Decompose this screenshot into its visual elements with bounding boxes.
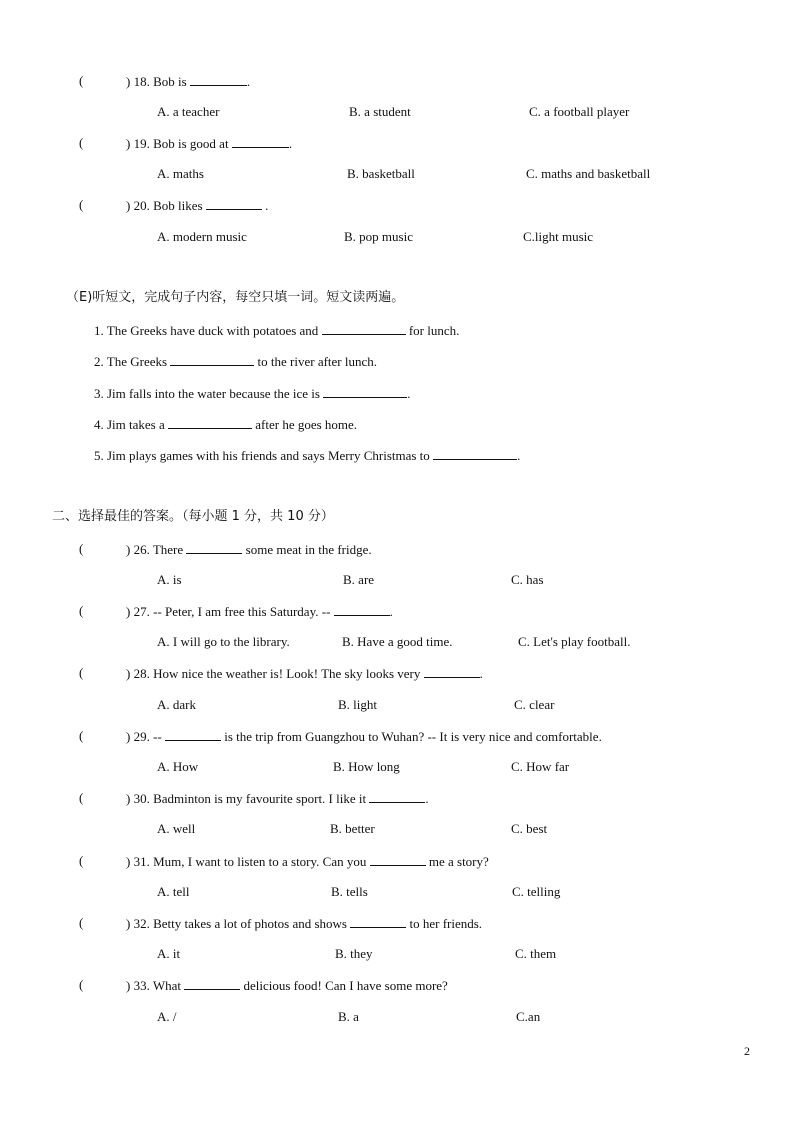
answer-paren: ( xyxy=(79,853,84,868)
option-b: B. a student xyxy=(349,104,411,119)
option-c: C. Let's play football. xyxy=(518,634,631,649)
section-e-item-4: 4. Jim takes a after he goes home. xyxy=(94,417,358,432)
answer-paren: ( xyxy=(79,603,84,618)
answer-blank xyxy=(322,322,406,335)
option-b: B. they xyxy=(335,946,373,961)
answer-paren: ( xyxy=(79,977,84,992)
option-a: A. I will go to the library. xyxy=(157,634,290,649)
option-b: B. better xyxy=(330,821,375,836)
option-b: B. Have a good time. xyxy=(342,634,453,649)
answer-blank xyxy=(170,353,254,366)
section-e-heading: （E)听短文，完成句子内容，每空只填一词。短文读两遍。 xyxy=(66,290,405,305)
section-e-item-1: 1. The Greeks have duck with potatoes and for lunch. xyxy=(94,323,460,338)
option-c: C. best xyxy=(511,821,548,836)
section-e-item-5: 5. Jim plays games with his friends and says Merry Christmas to . xyxy=(94,448,521,463)
section-e-item-2: 2. The Greeks to the river after lunch. xyxy=(94,354,378,369)
answer-blank xyxy=(323,385,407,398)
answer-blank xyxy=(334,603,390,616)
option-a: A. dark xyxy=(157,697,196,712)
option-c: C.light music xyxy=(523,229,594,244)
question-stem: ) 33. What delicious food! Can I have some more? xyxy=(126,978,448,993)
option-a: A. modern music xyxy=(157,229,247,244)
answer-blank xyxy=(424,665,480,678)
question-stem: ) 28. How nice the weather is! Look! The sky looks very . xyxy=(126,666,483,681)
answer-blank xyxy=(165,728,221,741)
option-c: C.an xyxy=(516,1009,541,1024)
option-b: B. basketball xyxy=(347,166,415,181)
answer-paren: ( xyxy=(79,135,84,150)
option-c: C. clear xyxy=(514,697,555,712)
question-stem: ) 27. -- Peter, I am free this Saturday. -- . xyxy=(126,604,393,619)
answer-blank xyxy=(186,541,242,554)
option-c: C. has xyxy=(511,572,544,587)
answer-paren: ( xyxy=(79,197,84,212)
answer-paren: ( xyxy=(79,915,84,930)
answer-blank xyxy=(184,977,240,990)
option-c: C. a football player xyxy=(529,104,630,119)
page-number: 2 xyxy=(744,1044,750,1058)
question-stem: ) 20. Bob likes . xyxy=(126,198,269,213)
section-2-heading: 二、选择最佳的答案。（每小题 1 分，共 10 分） xyxy=(52,509,334,524)
answer-blank xyxy=(168,416,252,429)
option-a: A. well xyxy=(157,821,196,836)
question-stem: ) 29. -- is the trip from Guangzhou to Wuhan? -- It is very nice and comfortable. xyxy=(126,729,602,744)
option-a: A. it xyxy=(157,946,181,961)
question-stem: ) 19. Bob is good at . xyxy=(126,136,293,151)
answer-blank xyxy=(370,853,426,866)
answer-blank xyxy=(206,197,262,210)
answer-paren: ( xyxy=(79,728,84,743)
answer-blank xyxy=(369,790,425,803)
option-a: A. tell xyxy=(157,884,190,899)
question-stem: ) 26. There some meat in the fridge. xyxy=(126,542,372,557)
answer-blank xyxy=(190,73,247,86)
option-c: C. How far xyxy=(511,759,570,774)
answer-paren: ( xyxy=(79,541,84,556)
question-stem: ) 30. Badminton is my favourite sport. I like it . xyxy=(126,791,429,806)
question-stem: ) 32. Betty takes a lot of photos and shows to her friends. xyxy=(126,916,483,931)
option-b: B. a xyxy=(338,1009,359,1024)
option-b: B. pop music xyxy=(344,229,413,244)
answer-blank xyxy=(232,135,289,148)
answer-blank xyxy=(350,915,406,928)
option-b: B. are xyxy=(343,572,375,587)
option-a: A. maths xyxy=(157,166,204,181)
option-a: A. How xyxy=(157,759,199,774)
option-a: A. / xyxy=(157,1009,177,1024)
answer-paren: ( xyxy=(79,790,84,805)
option-b: B. light xyxy=(338,697,378,712)
option-b: B. How long xyxy=(333,759,400,774)
question-stem: ) 31. Mum, I want to listen to a story. Can you me a story? xyxy=(126,854,489,869)
option-c: C. them xyxy=(515,946,557,961)
option-b: B. tells xyxy=(331,884,368,899)
answer-paren: ( xyxy=(79,73,84,88)
option-c: C. maths and basketball xyxy=(526,166,651,181)
option-a: A. is xyxy=(157,572,182,587)
option-c: C. telling xyxy=(512,884,561,899)
answer-blank xyxy=(433,447,517,460)
option-a: A. a teacher xyxy=(157,104,220,119)
question-stem: ) 18. Bob is . xyxy=(126,74,251,89)
section-e-item-3: 3. Jim falls into the water because the ice is . xyxy=(94,386,411,401)
answer-paren: ( xyxy=(79,665,84,680)
